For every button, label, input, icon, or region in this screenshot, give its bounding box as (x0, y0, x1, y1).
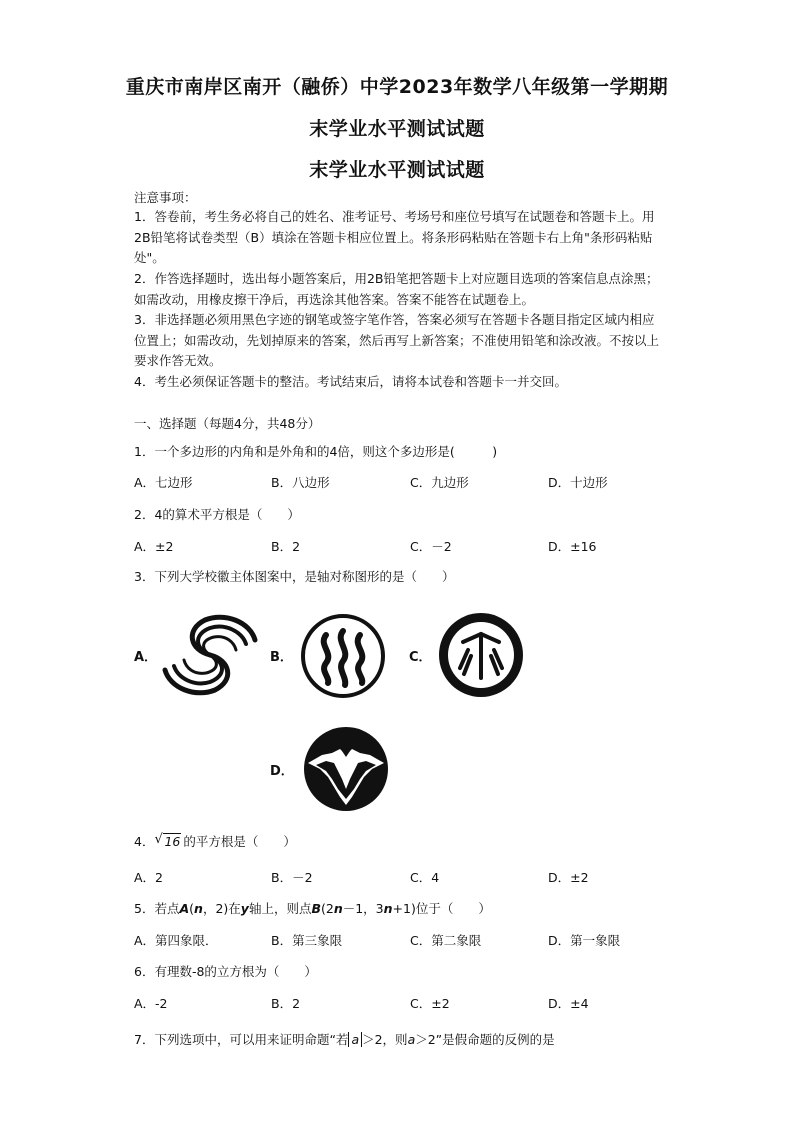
q5-var: n (383, 901, 393, 916)
question-5-options (134, 931, 694, 949)
q7-var: a (407, 1032, 416, 1047)
option-b: B．－2 (271, 870, 313, 885)
option-a: A．±2 (134, 539, 174, 554)
question-4-stem (134, 832, 296, 850)
q5-text: ，2)在 (202, 901, 241, 916)
notice-item-3: 3．非选择题必须用黑色字迹的钢笔或签字笔作答，答案必须写在答题卡各题目指定区域内相应位置上；如需改动，先划掉原来的答案，然后再写上新答案；不准使用铅笔和涂改液。不按以上要求作答无效。 (134, 312, 660, 368)
question-4-rest: 的平方根是（ ） (183, 834, 296, 849)
option-d: D．第一象限 (548, 933, 621, 948)
option-b: B．八边形 (271, 475, 330, 490)
option-c: C．4 (410, 870, 440, 885)
question-3-label-c: C． (409, 650, 432, 665)
q5-text: 5．若点 (134, 901, 180, 916)
abs-value: a (348, 1032, 362, 1047)
q5-text: －1，3 (342, 901, 384, 916)
q5-var: n (194, 901, 203, 916)
q7-text: ＞2，则 (362, 1032, 408, 1047)
q5-var: n (333, 901, 343, 916)
exam-title-line2: 末学业水平测试试题 (309, 118, 485, 140)
exam-title-line1: 重庆市南岸区南开（融侨）中学2023年数学八年级第一学期期 (125, 76, 669, 98)
q5-text: (2 (320, 901, 334, 916)
option-a: A．第四象限． (134, 933, 218, 948)
q5-var: y (240, 901, 249, 916)
question-5-stem (134, 899, 491, 917)
notice-heading: 注意事项： (134, 190, 197, 205)
notice-item-1: 1．答卷前，考生务必将自己的姓名、准考证号、考场号和座位号填写在试题卷和答题卡上。用2B铅笔将试卷类型（B）填涂在答题卡相应位置上。将条形码粘贴在答题卡右上角"条形码粘贴处"。 (134, 209, 655, 265)
question-4-number: 4． (134, 834, 155, 849)
option-d: D．±16 (548, 539, 597, 554)
q7-text: 7．下列选项中，可以用来证明命题“若 (134, 1032, 349, 1047)
notice-item-2: 2．作答选择题时，选出每小题答案后，用2B铅笔把答题卡上对应题目选项的答案信息点涂黑；如需改动，用橡皮擦干净后，再选涂其他答案。答案不能答在试题卷上。 (134, 271, 659, 307)
option-b: B．2 (271, 539, 301, 554)
notice-item-4: 4．考生必须保证答题卡的整洁。考试结束后，请将本试卷和答题卡一并交回。 (134, 374, 567, 389)
option-c: C．±2 (410, 996, 450, 1011)
question-3-label-b: B． (270, 650, 293, 665)
question-1-options (134, 473, 694, 491)
q7-text: ＞2”是假命题的反例的是 (415, 1032, 555, 1047)
question-3-label-d: D． (270, 764, 294, 779)
sqrt-symbol: √ 16 (154, 832, 181, 849)
q5-text: +1)位于（ ） (392, 901, 491, 916)
question-1-stem: 1．一个多边形的内角和是外角和的4倍，则这个多边形是( ) (134, 444, 498, 459)
q5-var: B (311, 901, 321, 916)
option-c: C．第二象限 (410, 933, 482, 948)
q5-text: ( (189, 901, 195, 916)
seal-emblem-icon (438, 612, 524, 698)
section-heading: 一、选择题（每题4分，共48分） (134, 416, 321, 431)
question-3-stem: 3．下列大学校徽主体图案中，是轴对称图形的是（ ） (134, 569, 455, 584)
question-6-stem: 6．有理数-8的立方根为（ ） (134, 964, 317, 979)
option-d: D．±4 (548, 996, 589, 1011)
question-6-options (134, 994, 694, 1012)
option-a: A．2 (134, 870, 164, 885)
swirl-emblem-icon (160, 610, 260, 700)
eagle-emblem-icon (302, 725, 390, 813)
sqrt-radicand: 16 (164, 834, 181, 849)
question-3-label-a: A． (134, 650, 158, 665)
question-2-stem: 2．4的算术平方根是（ ） (134, 507, 300, 522)
question-2-options (134, 537, 694, 555)
option-c: C．－2 (410, 539, 452, 554)
option-a: A．-2 (134, 996, 168, 1011)
option-d: D．十边形 (548, 475, 608, 490)
wave-emblem-icon (300, 613, 386, 699)
q5-var: A (179, 901, 190, 916)
option-b: B．2 (271, 996, 301, 1011)
question-7-stem (134, 1030, 555, 1048)
option-c: C．九边形 (410, 475, 469, 490)
option-d: D．±2 (548, 870, 589, 885)
question-4-options (134, 868, 694, 886)
option-a: A．七边形 (134, 475, 193, 490)
option-b: B．第三象限 (271, 933, 343, 948)
q5-text: 轴上，则点 (248, 901, 312, 916)
exam-title-line3: 末学业水平测试试题 (309, 159, 485, 181)
